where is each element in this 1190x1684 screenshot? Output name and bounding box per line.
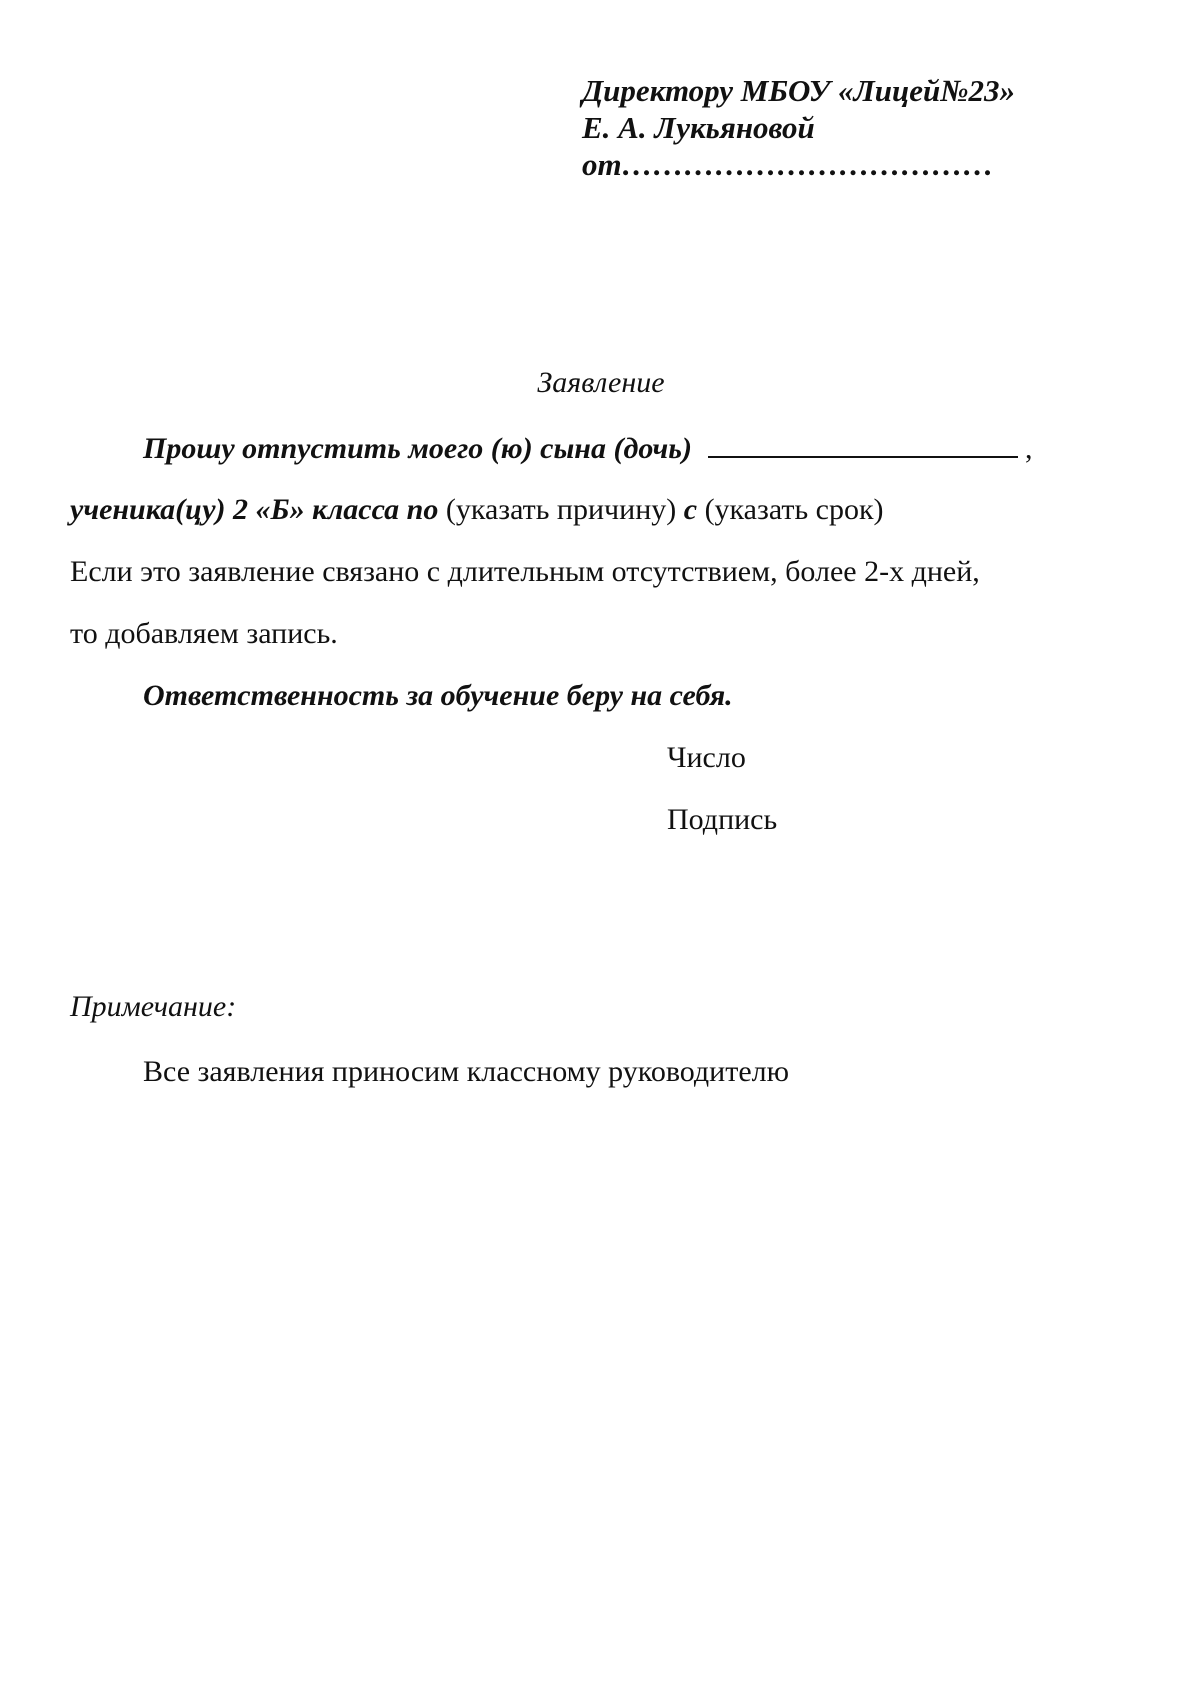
addressee-director: Директору МБОУ «Лицей№23»: [582, 73, 1016, 108]
request-text: Прошу отпустить моего (ю) сына (дочь): [143, 432, 693, 465]
student-class-text: ученика(цу) 2 «Б» класса по: [70, 493, 439, 526]
responsibility-statement: Ответственность за обучение беру на себя.: [143, 679, 733, 712]
note-label: Примечание:: [70, 990, 237, 1023]
note-text: Все заявления приносим классному руководителю: [143, 1055, 790, 1088]
document-title: Заявление: [537, 366, 665, 399]
addressee-block: [582, 72, 1015, 183]
addressee-from: от………………………………: [582, 147, 994, 182]
signature-label: Подпись: [667, 803, 778, 836]
request-line-1: [143, 430, 1033, 466]
term-placeholder: (указать срок): [704, 493, 884, 526]
date-label: Число: [667, 741, 746, 774]
child-name-blank: [708, 430, 1018, 458]
long-absence-line-2: то добавляем запись.: [70, 617, 338, 650]
long-absence-line-1: Если это заявление связано с длительным отсутствием, более 2-х дней,: [70, 555, 980, 588]
reason-placeholder: (указать причину): [445, 493, 677, 526]
from-preposition: с: [683, 493, 698, 526]
addressee-name: Е. А. Лукьяновой: [582, 110, 815, 145]
request-line-2: [70, 493, 884, 527]
request-comma: ,: [1025, 432, 1033, 465]
